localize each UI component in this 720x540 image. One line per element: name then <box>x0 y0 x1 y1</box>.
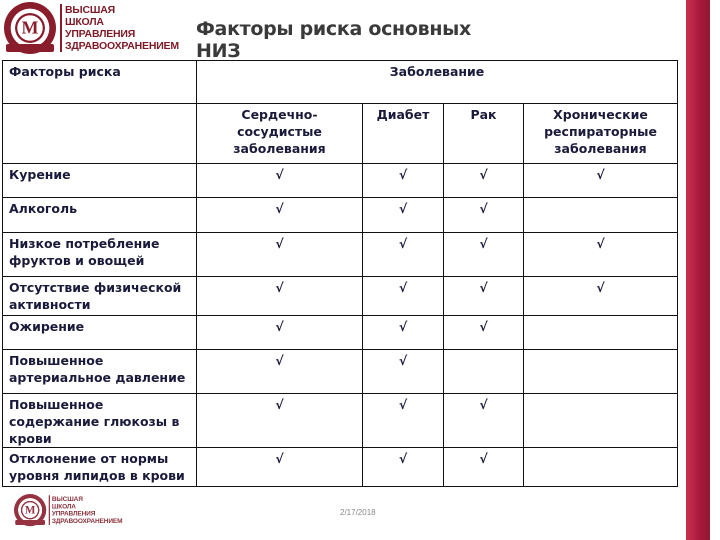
check-mark-icon <box>444 350 524 394</box>
factor-label: Курение <box>3 164 197 198</box>
table-row <box>3 316 678 350</box>
school-logo-top <box>4 2 179 54</box>
school-emblem-icon: М <box>4 2 56 54</box>
check-mark-icon: √ <box>197 164 363 198</box>
column-header-cancer: Рак <box>444 104 524 164</box>
check-mark-icon: √ <box>363 164 444 198</box>
check-mark-icon <box>524 198 678 233</box>
check-mark-icon <box>524 448 678 487</box>
factor-label: Низкое потребление фруктов и овощей <box>3 233 197 277</box>
check-mark-icon: √ <box>363 233 444 277</box>
check-mark-icon <box>524 394 678 448</box>
factor-label: Повышенное артериальное давление <box>3 350 197 394</box>
check-mark-icon: √ <box>197 233 363 277</box>
check-mark-icon: √ <box>197 316 363 350</box>
check-mark-icon: √ <box>197 350 363 394</box>
factor-label: Отклонение от нормы уровня липидов в крови <box>3 448 197 487</box>
check-mark-icon: √ <box>524 164 678 198</box>
check-mark-icon: √ <box>363 350 444 394</box>
check-mark-icon: √ <box>363 198 444 233</box>
table-row <box>3 164 678 198</box>
empty-header-cell <box>3 104 197 164</box>
column-header-cardiovascular: Сердечно-сосудистые заболевания <box>197 104 363 164</box>
check-mark-icon: √ <box>444 316 524 350</box>
slide-date: 2/17/2018 <box>340 508 376 517</box>
column-header-diabetes: Диабет <box>363 104 444 164</box>
disease-group-header: Заболевание <box>197 61 678 104</box>
check-mark-icon: √ <box>363 277 444 316</box>
factor-label: Повышенное содержание глюкозы в крови <box>3 394 197 448</box>
check-mark-icon: √ <box>197 394 363 448</box>
check-mark-icon: √ <box>444 198 524 233</box>
check-mark-icon: √ <box>444 277 524 316</box>
slide-title: Факторы риска основных НИЗ <box>196 18 472 62</box>
check-mark-icon: √ <box>444 394 524 448</box>
check-mark-icon: √ <box>363 394 444 448</box>
school-name-footer: ВЫСШАЯ ШКОЛА УПРАВЛЕНИЯ ЗДРАВООХРАНЕНИЕМ <box>49 495 123 525</box>
check-mark-icon <box>524 316 678 350</box>
corner-header: Факторы риска <box>3 61 197 104</box>
table-row <box>3 394 678 448</box>
school-logo-bottom <box>14 494 122 526</box>
check-mark-icon <box>524 350 678 394</box>
column-header-respiratory: Хронические респираторные заболевания <box>524 104 678 164</box>
check-mark-icon: √ <box>444 448 524 487</box>
check-mark-icon: √ <box>197 448 363 487</box>
decorative-red-bar <box>686 0 710 540</box>
check-mark-icon: √ <box>444 164 524 198</box>
check-mark-icon: √ <box>197 198 363 233</box>
check-mark-icon: √ <box>444 233 524 277</box>
check-mark-icon: √ <box>363 316 444 350</box>
table-row <box>3 448 678 487</box>
table-row <box>3 198 678 233</box>
check-mark-icon: √ <box>524 277 678 316</box>
check-mark-icon: √ <box>197 277 363 316</box>
table-row <box>3 233 678 277</box>
risk-factors-table <box>2 60 678 487</box>
table-row <box>3 277 678 316</box>
factor-label: Отсутствие физической активности <box>3 277 197 316</box>
check-mark-icon: √ <box>363 448 444 487</box>
column-header-row <box>3 104 678 164</box>
school-name: ВЫСШАЯ ШКОЛА УПРАВЛЕНИЯ ЗДРАВООХРАНЕНИЕМ <box>60 4 179 52</box>
check-mark-icon: √ <box>524 233 678 277</box>
factor-label: Ожирение <box>3 316 197 350</box>
school-emblem-icon: М <box>14 494 46 526</box>
factor-label: Алкоголь <box>3 198 197 233</box>
table-row <box>3 350 678 394</box>
table-header-row <box>3 61 678 104</box>
